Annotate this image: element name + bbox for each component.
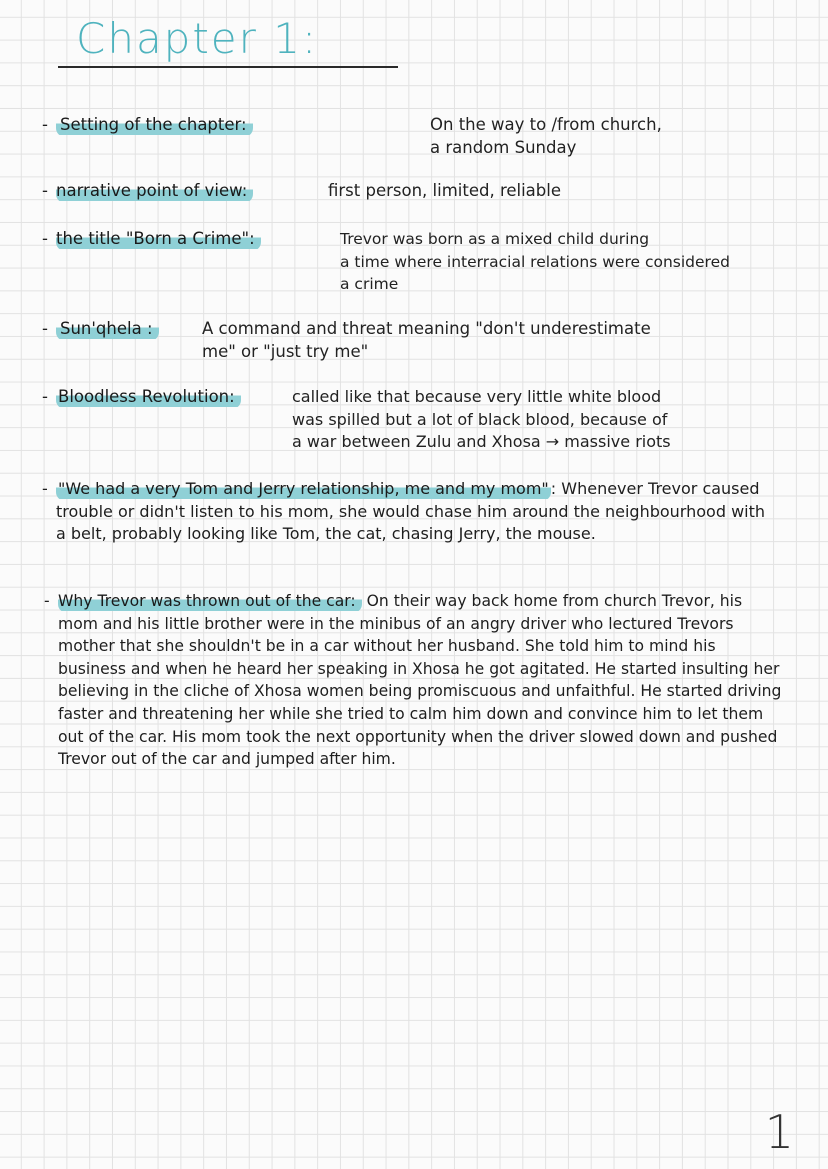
note-label: narrative point of view: xyxy=(56,180,253,203)
note-narrative-pov xyxy=(42,180,816,204)
note-label: Why Trevor was thrown out of the car: xyxy=(58,590,362,613)
note-thrown-out-of-car xyxy=(44,590,786,820)
note-setting xyxy=(42,114,816,160)
note-paragraph xyxy=(58,590,786,771)
note-text: A command and threat meaning "don't underestimate me" or "just try me" xyxy=(202,319,651,361)
bullet-dash: - xyxy=(42,229,48,248)
bullet-dash: - xyxy=(44,592,50,610)
note-bloodless-revolution xyxy=(42,386,816,454)
note-text: called like that because very little white blood was spilled but a lot of black blood, because of a war between Zulu and Xhosa → massive riots xyxy=(292,387,671,451)
page-number: 1 xyxy=(764,1105,794,1159)
page-title: Chapter 1: xyxy=(76,14,319,63)
bullet-dash: - xyxy=(42,479,48,498)
note-text: : Whenever Trevor caused trouble or didn't listen to his mom, she would chase him around the neighbourhood with a belt, probably looking like Tom, the cat, chasing Jerry, the mouse. xyxy=(56,479,766,543)
note-paragraph xyxy=(56,478,770,546)
note-label: the title "Born a Crime": xyxy=(56,228,261,251)
title-underline xyxy=(58,66,398,68)
note-tom-and-jerry xyxy=(42,478,770,570)
note-title-meaning xyxy=(42,228,826,296)
note-label: "We had a very Tom and Jerry relationship, me and my mom" xyxy=(56,478,551,501)
bullet-dash: - xyxy=(42,319,48,338)
note-label: Bloodless Revolution: xyxy=(56,386,241,409)
note-label: Setting of the chapter: xyxy=(56,114,253,137)
bullet-dash: - xyxy=(42,181,48,200)
note-text: Trevor was born as a mixed child during a time where interracial relations were considered a crime xyxy=(340,230,730,293)
bullet-dash: - xyxy=(42,115,48,134)
note-text: On the way to /from church, a random Sunday xyxy=(430,115,662,157)
note-sunqhela xyxy=(42,318,816,364)
note-text: first person, limited, reliable xyxy=(328,181,562,200)
note-label: Sun'qhela : xyxy=(56,318,159,341)
note-text: On their way back home from church Trevor, his mom and his little brother were in the minibus of an angry driver who lectured Trevors mother that she shouldn't be in a car without her husband. She told him to mind his business and when he heard her speaking in Xhosa he got agitated. He started insulting her believing in the cliche of Xhosa women being promiscuous and unfaithful. He started driving faster and threatening her while she tried to calm him down and convince him to let them out of the car. His mom took the next opportunity when the driver slowed down and pushed Trevor out of the car and jumped after him. xyxy=(58,592,782,769)
bullet-dash: - xyxy=(42,387,48,406)
